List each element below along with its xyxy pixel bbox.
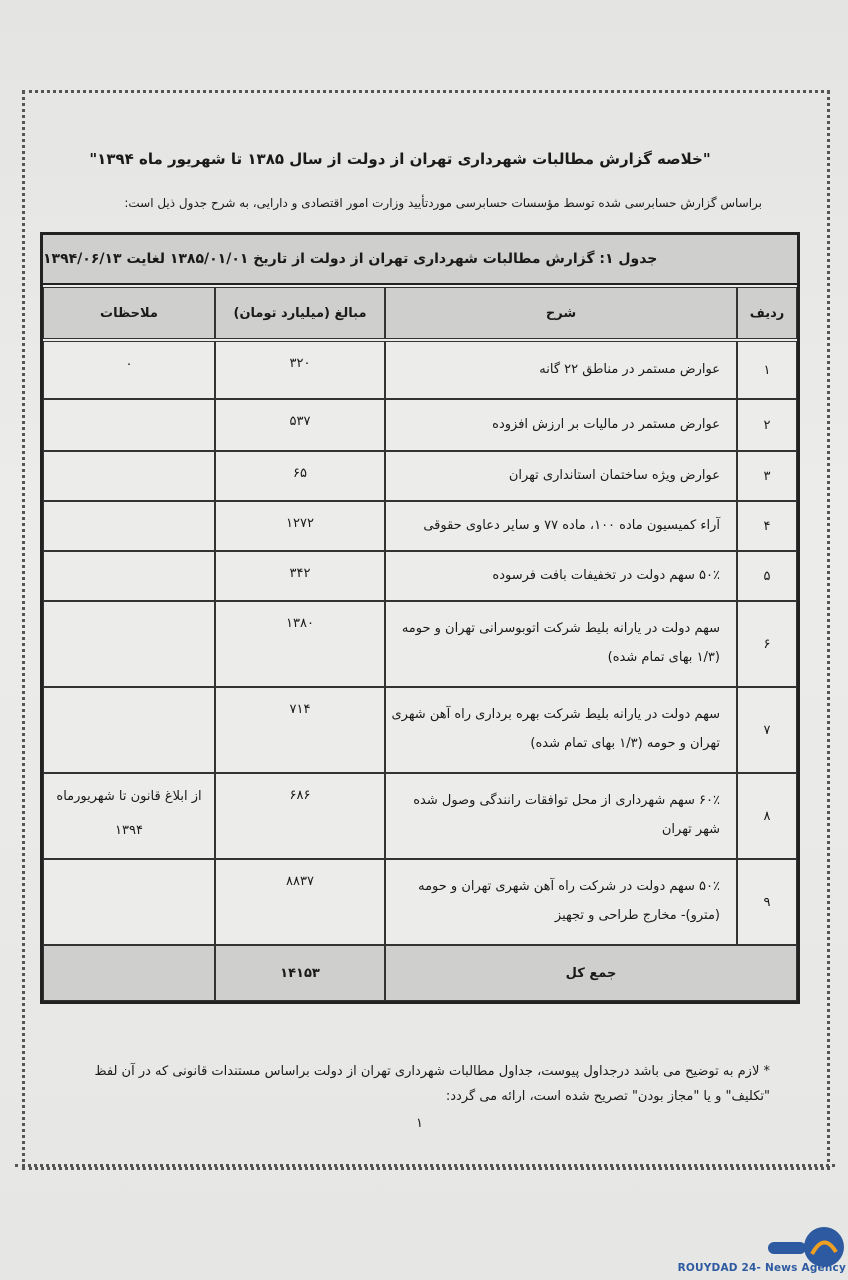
row-amount: ۷۱۴ — [215, 687, 385, 773]
header-notes: ملاحظات — [43, 287, 215, 339]
bottom-border — [15, 1164, 835, 1167]
row-number: ۳ — [737, 451, 797, 501]
total-amount: ۱۴۱۵۳ — [215, 945, 385, 1001]
row-note — [43, 501, 215, 551]
watermark-text: ROUYDAD 24- News Agency — [677, 1262, 846, 1274]
row-number: ۱ — [737, 341, 797, 399]
page-number: ۱ — [416, 1116, 423, 1131]
row-note — [43, 601, 215, 687]
row-number: ۹ — [737, 859, 797, 945]
header-desc: شرح — [385, 287, 737, 339]
footnote: * لازم به توضیح می باشد درجداول پیوست، جداول مطالبات شهرداری تهران از دولت براساس مستندات قانونی که در آن لفظ "تکلیف" و یا "مجاز بودن" تصریح شده است، ارائه می گردد: — [94, 1064, 770, 1104]
row-description: عوارض مستمر در مناطق ۲۲ گانه — [385, 341, 737, 399]
row-description: آراء کمیسیون ماده ۱۰۰، ماده ۷۷ و سایر دعاوی حقوقی — [385, 501, 737, 551]
row-description: عوارض مستمر در مالیات بر ارزش افزوده — [385, 399, 737, 451]
row-amount: ۵۳۷ — [215, 399, 385, 451]
table-title: جدول ۱: گزارش مطالبات شهرداری تهران از دولت از تاریخ ۱۳۸۵/۰۱/۰۱ لغایت ۱۳۹۴/۰۶/۱۳ — [43, 235, 797, 285]
row-note — [43, 551, 215, 601]
row-amount: ۳۴۲ — [215, 551, 385, 601]
row-description: سهم دولت در یارانه بلیط شرکت بهره برداری راه آهن شهری تهران و حومه (۱/۳ بهای تمام شده) — [385, 687, 737, 773]
header-row: ردیف — [737, 287, 797, 339]
row-description: ۶۰٪ سهم شهرداری از محل توافقات رانندگی وصول شده شهر تهران — [385, 773, 737, 859]
row-note — [43, 399, 215, 451]
row-note: از ابلاغ قانون تا شهریورماه ۱۳۹۴ — [43, 773, 215, 859]
header-amount: مبالغ (میلیارد تومان) — [215, 287, 385, 339]
row-amount: ۶۵ — [215, 451, 385, 501]
claims-table — [40, 232, 800, 1004]
row-number: ۴ — [737, 501, 797, 551]
row-note: ٠ — [43, 341, 215, 399]
total-label: جمع کل — [385, 945, 797, 1001]
row-description: ۵۰٪ سهم دولت در شرکت راه آهن شهری تهران و حومه (مترو)- مخارج طراحی و تجهیز — [385, 859, 737, 945]
row-number: ۷ — [737, 687, 797, 773]
row-amount: ۱۳۸۰ — [215, 601, 385, 687]
row-note — [43, 687, 215, 773]
row-note — [43, 859, 215, 945]
total-note — [43, 945, 215, 1001]
document-title: "خلاصه گزارش مطالبات شهرداری تهران از دولت از سال ۱۳۸۵ تا شهریور ماه ۱۳۹۴" — [89, 150, 711, 168]
intro-text: براساس گزارش حسابرسی شده توسط مؤسسات حسابرسی موردتأیید وزارت امور اقتصادی و دارایی، به شرح جدول ذیل است: — [124, 196, 762, 210]
row-number: ۵ — [737, 551, 797, 601]
row-amount: ۸۸۳۷ — [215, 859, 385, 945]
row-number: ۶ — [737, 601, 797, 687]
row-amount: ۱۲۷۲ — [215, 501, 385, 551]
row-note — [43, 451, 215, 501]
row-description: عوارض ویژه ساختمان استانداری تهران — [385, 451, 737, 501]
row-number: ۸ — [737, 773, 797, 859]
row-description: ۵۰٪ سهم دولت در تخفیفات بافت فرسوده — [385, 551, 737, 601]
row-number: ۲ — [737, 399, 797, 451]
row-amount: ۶۸۶ — [215, 773, 385, 859]
row-description: سهم دولت در یارانه بلیط شرکت اتوبوسرانی تهران و حومه (۱/۳ بهای تمام شده) — [385, 601, 737, 687]
row-amount: ۳۲۰ — [215, 341, 385, 399]
